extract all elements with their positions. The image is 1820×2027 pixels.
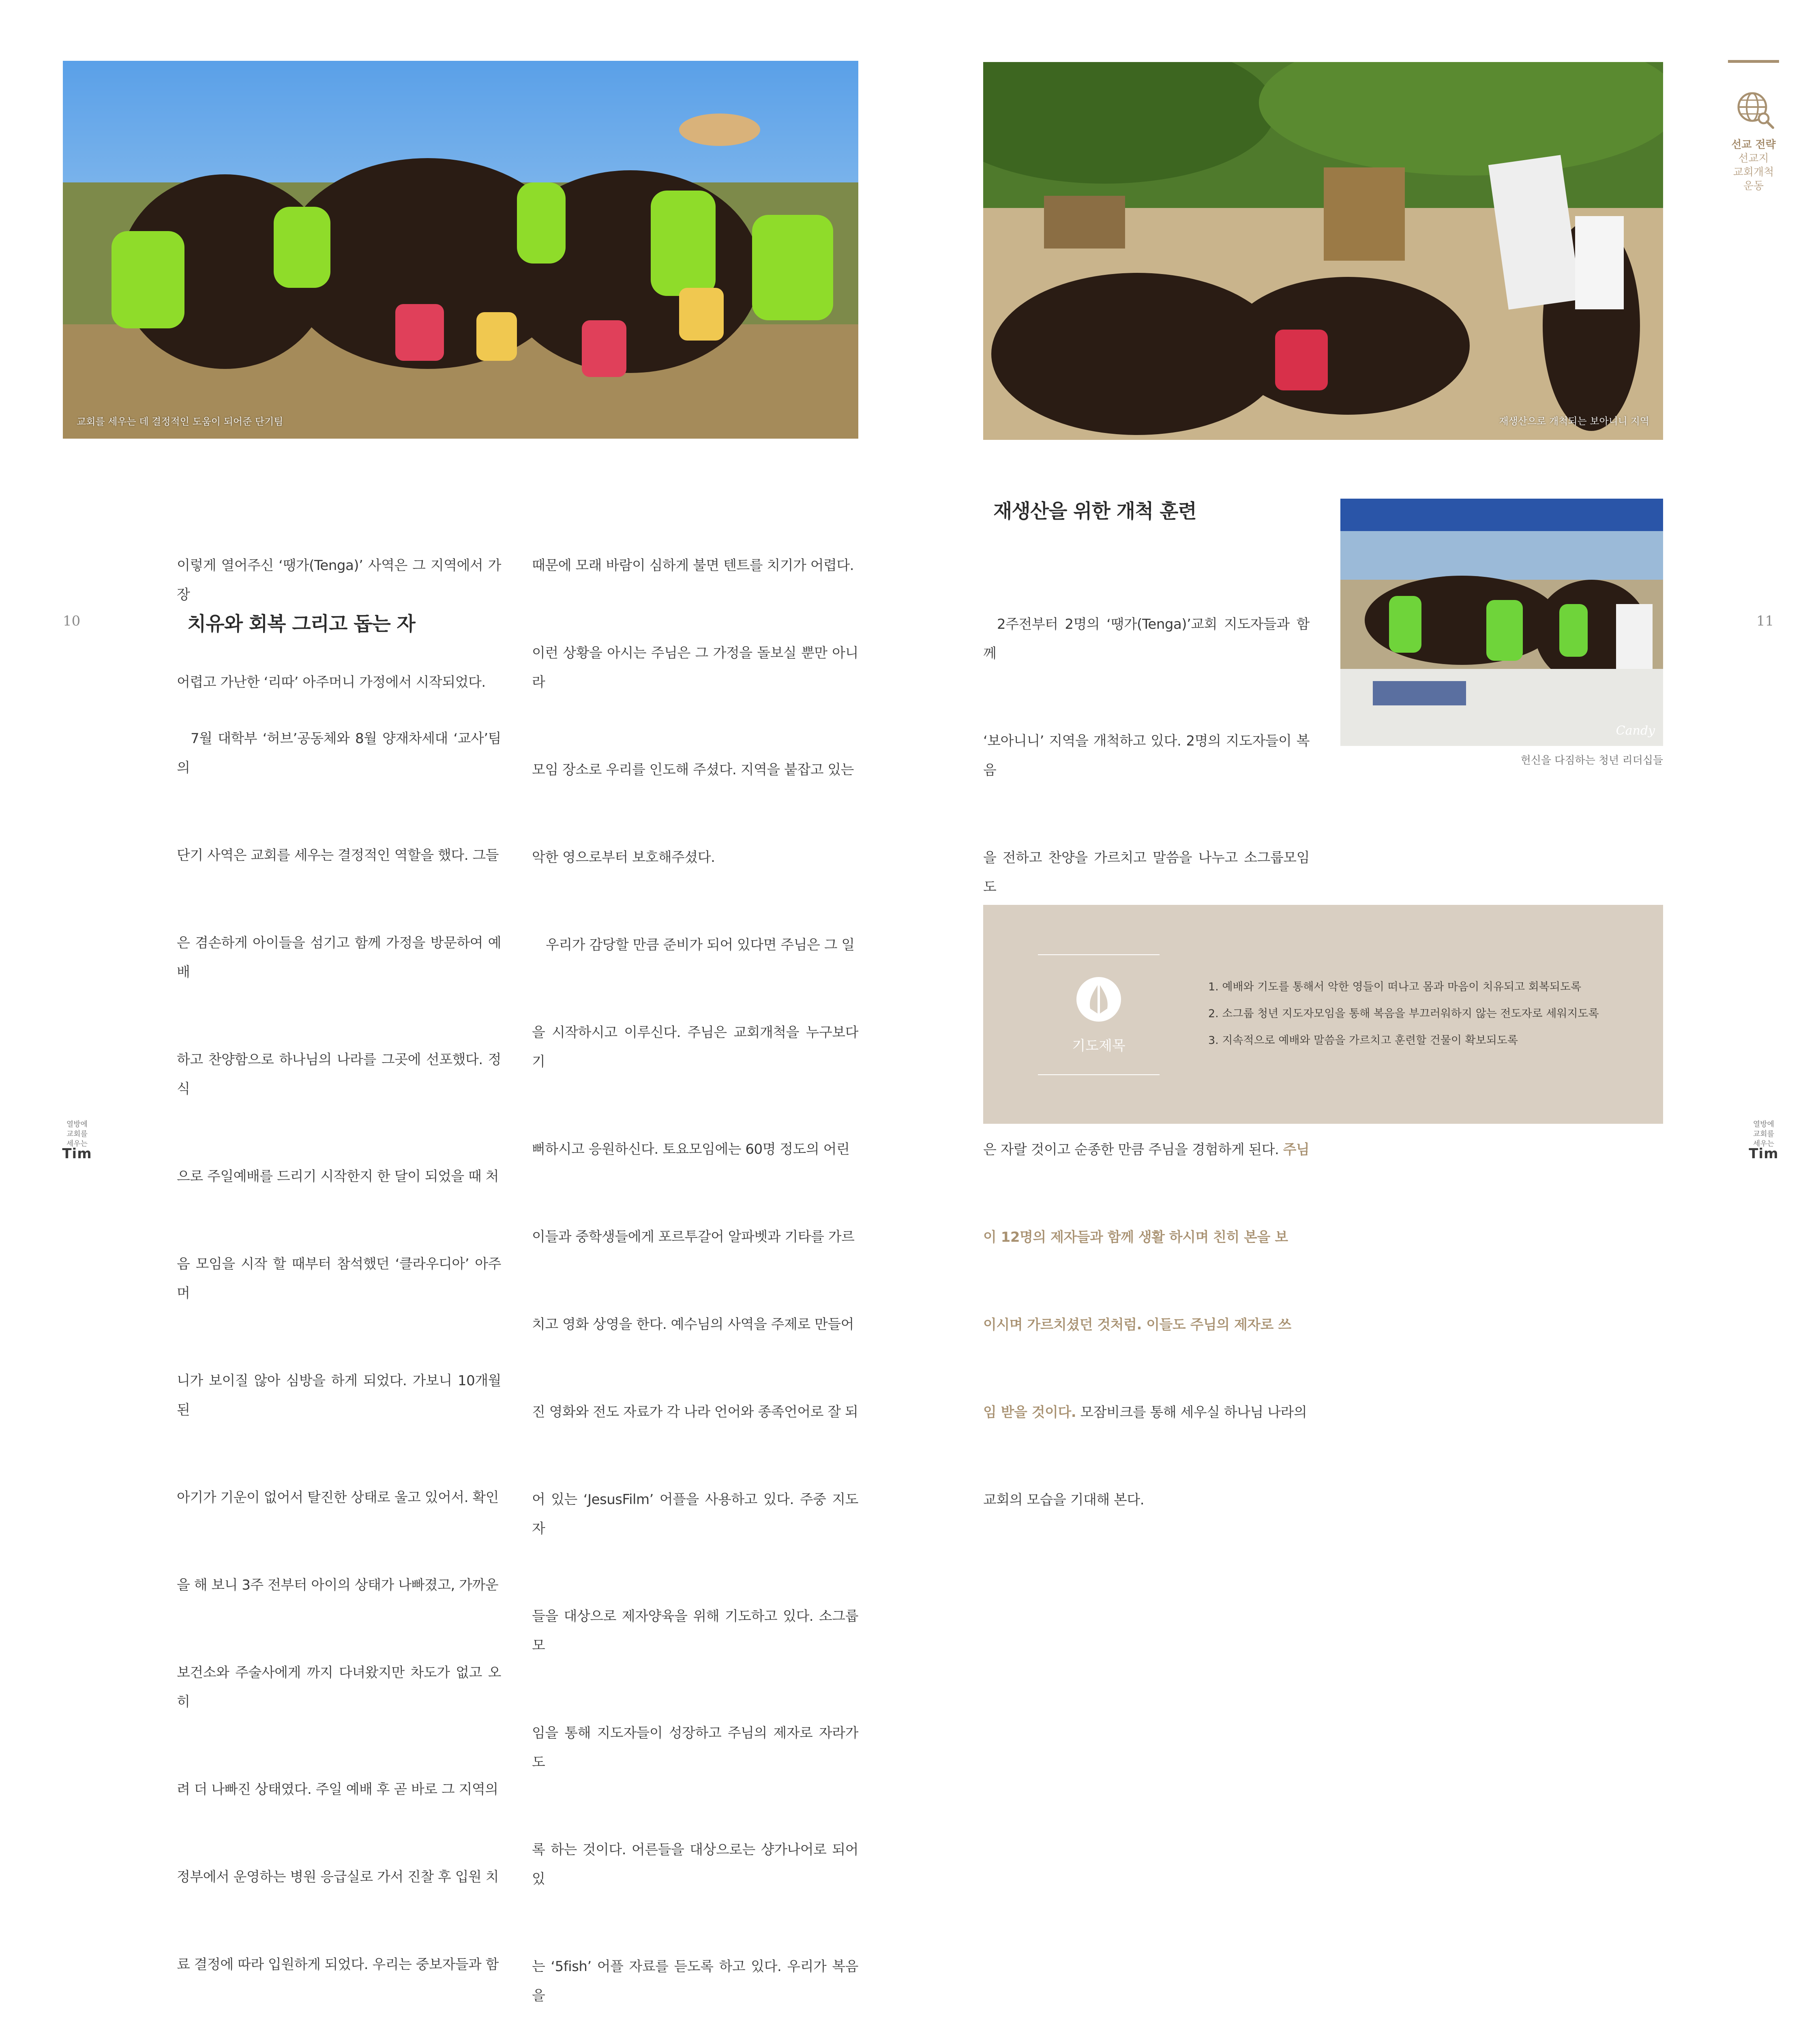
photo-watermark: Candy — [1616, 724, 1655, 738]
footer-text: 교회를 — [1753, 1130, 1775, 1138]
highlight-line: 이시며 가르치셨던 것처럼. 이들도 주님의 제자로 쓰 — [983, 1317, 1291, 1333]
footer-logo-right — [1747, 1120, 1780, 1162]
body-line: 보건소와 주술사에게 까지 다녀왔지만 차도가 없고 오히 — [177, 1665, 501, 1710]
footer-text: 세우는 — [66, 1140, 88, 1148]
globe-search-icon — [1734, 89, 1775, 130]
body-line: 2주전부터 2명의 ‘땡가(Tenga)’교회 지도자들과 함께 — [983, 616, 1310, 662]
side-tab-sub: 운동 — [1743, 180, 1764, 192]
intro-line: 이렇게 열어주신 ‘땡가(Tenga)’ 사역은 그 지역에서 가장 — [177, 557, 501, 603]
side-tab-rule — [1728, 60, 1779, 63]
body-column-2 — [532, 493, 863, 2027]
divider — [1038, 954, 1160, 955]
body-line — [983, 1135, 1310, 1164]
footer-text: 열방에 — [1753, 1120, 1775, 1129]
body-text-span: 은 자랄 것이고 순종한 만큼 주님을 경험하게 된다. — [983, 1142, 1283, 1158]
side-tab-label — [1715, 138, 1792, 193]
highlight-text: 임 받을 것이다. — [983, 1404, 1076, 1421]
body-line — [983, 1398, 1310, 1427]
side-tab-sub: 교회개척 — [1733, 166, 1774, 178]
footer-text: 열방에 — [66, 1120, 88, 1129]
body-line: ‘보아니니’ 지역을 개척하고 있다. 2명의 지도자들이 복음 — [983, 733, 1310, 778]
body-line: 악한 영으로부터 보호해주셨다. — [532, 849, 715, 866]
footer-brand: Tim — [62, 1146, 92, 1162]
body-line: 는 ‘5fish’ 어플 자료를 듣도록 하고 있다. 우리가 복음을 — [532, 1958, 858, 2004]
body-line: 모임 장소로 우리를 인도해 주셨다. 지역을 붙잡고 있는 — [532, 762, 854, 778]
body-line: 단기 사역은 교회를 세우는 결정적인 역할을 했다. 그들 — [177, 847, 499, 864]
body-column-1 — [177, 666, 506, 2027]
body-line: 을 시작하시고 이루신다. 주님은 교회개척을 누구보다 기 — [532, 1024, 863, 1070]
side-tab-sub: 선교지 — [1738, 152, 1769, 165]
photo-caption: 재생산으로 개척되는 보아니니 지역 — [1499, 416, 1649, 427]
body-line: 들을 대상으로 제자양육을 위해 기도하고 있다. 소그룹모 — [532, 1608, 858, 1654]
body-line: 을 해 보니 3주 전부터 아이의 상태가 나빠졌고, 가까운 — [177, 1577, 499, 1593]
body-line: 우리가 감당할 만큼 준비가 되어 있다면 주님은 그 일 — [546, 937, 855, 953]
training-photo-boanini — [983, 62, 1663, 440]
divider — [1038, 1074, 1160, 1075]
prayer-item: 3. 지속적으로 예배와 말씀을 가르치고 훈련할 건물이 확보되도록 — [1208, 1034, 1518, 1047]
youth-leaders-photo — [1340, 499, 1663, 746]
footer-text: 세우는 — [1753, 1140, 1775, 1148]
page-number-left: 10 — [63, 613, 81, 629]
highlight-line: 이 12명의 제자들과 함께 생활 하시며 친히 본을 보 — [983, 1229, 1288, 1245]
body-line: 려 더 나빠진 상태였다. 주일 예배 후 곧 바로 그 지역의 — [177, 1781, 498, 1798]
prayer-box — [983, 905, 1663, 1124]
body-line: 을 전하고 찬양을 가르치고 말씀을 나누고 소그룹모임도 — [983, 850, 1310, 895]
photo-caption: 교회를 세우는 데 결정적인 도움이 되어준 단기팀 — [77, 416, 283, 427]
body-line: 니가 보이질 않아 심방을 하게 되었다. 가보니 10개월 된 — [177, 1373, 506, 1418]
body-line: 때문에 모래 바람이 심하게 불면 텐트를 치기가 어렵다. — [532, 557, 854, 574]
footer-text: 교회를 — [66, 1130, 88, 1138]
section-heading-reproduction: 재생산을 위한 개척 훈련 — [993, 500, 1196, 523]
body-line: 은 겸손하게 아이들을 섬기고 함께 가정을 방문하여 예배 — [177, 935, 501, 980]
body-line: 진 영화와 전도 자료가 각 나라 언어와 종족언어로 잘 되 — [532, 1404, 858, 1420]
praying-hands-icon — [1076, 977, 1121, 1022]
body-line: 록 하는 것이다. 어른들을 대상으로는 샹가나어로 되어있 — [532, 1842, 858, 1887]
body-line: 하고 찬양함으로 하나님의 나라를 그곳에 선포했다. 정식 — [177, 1052, 501, 1097]
section-heading-healing: 치유와 회복 그리고 돕는 자 — [187, 613, 415, 635]
body-line: 교회의 모습을 기대해 본다. — [983, 1492, 1145, 1508]
prayer-list — [1208, 974, 1599, 1054]
body-line: 아기가 기운이 없어서 탈진한 상태로 울고 있어서. 확인 — [177, 1489, 499, 1506]
side-tab-title: 선교 전략 — [1731, 139, 1776, 151]
body-line: 료 결정에 따라 입원하게 되었다. 우리는 중보자들과 함 — [177, 1956, 499, 1973]
body-line: 정부에서 운영하는 병원 응급실로 가서 진찰 후 입원 치 — [177, 1869, 499, 1885]
small-photo-caption: 헌신을 다짐하는 청년 리더십들 — [1520, 754, 1663, 767]
body-line: 치고 영화 상영을 한다. 예수님의 사역을 주제로 만들어 — [532, 1316, 854, 1333]
prayer-title: 기도제목 — [1072, 1038, 1125, 1054]
body-text-span: 모잠비크를 통해 세우실 하나님 나라의 — [1076, 1404, 1307, 1421]
body-line: 이들과 중학생들에게 포르투갈어 알파벳과 기타를 가르 — [532, 1229, 855, 1245]
footer-logo-left — [61, 1120, 93, 1162]
group-photo-shortterm-team — [63, 61, 858, 439]
intro-line: 어렵고 가난한 ‘리따’ 아주머니 가정에서 시작되었다. — [177, 674, 486, 690]
page-number-right: 11 — [1756, 613, 1774, 629]
prayer-item: 1. 예배와 기도를 통해서 악한 영들이 떠나고 몸과 마음이 치유되고 회복되도록 — [1208, 981, 1582, 993]
prayer-item: 2. 소그룹 청년 지도자모임을 통해 복음을 부끄러워하지 않는 전도자로 세워지도록 — [1208, 1007, 1599, 1020]
body-line: 음 모임을 시작 할 때부터 참석했던 ‘클라우디아’ 아주머 — [177, 1256, 501, 1301]
body-line: 이런 상황을 아시는 주님은 그 가정을 돌보실 뿐만 아니라 — [532, 645, 858, 690]
body-line: 7월 대학부 ‘허브’공동체와 8월 양재차세대 ‘교사’팀의 — [177, 731, 501, 776]
body-line: 뻐하시고 응원하신다. 토요모임에는 60명 정도의 어린 — [532, 1141, 850, 1157]
highlight-text: 주님 — [1283, 1142, 1310, 1158]
footer-brand: Tim — [1749, 1146, 1779, 1162]
body-line: 어 있는 ‘JesusFilm’ 어플을 사용하고 있다. 주중 지도자 — [532, 1491, 858, 1537]
body-line: 으로 주일예배를 드리기 시작한지 한 달이 되었을 때 처 — [177, 1168, 499, 1185]
body-line: 임을 통해 지도자들이 성장하고 주님의 제자로 자라가도 — [532, 1725, 858, 1770]
